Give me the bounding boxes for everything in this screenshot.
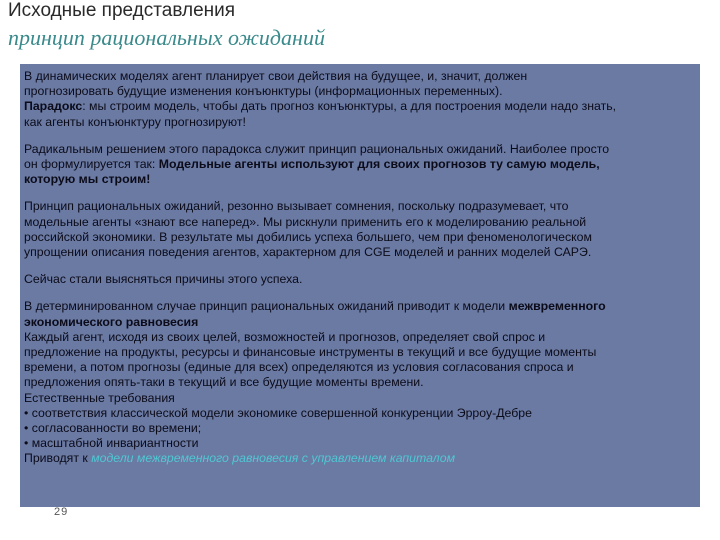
text-line xyxy=(24,315,696,330)
text-line: модельные агенты «знают все наперед». Мы рискнули применить его к моделированию реальной xyxy=(24,214,587,229)
content-panel xyxy=(20,64,700,507)
text-line xyxy=(24,299,696,314)
text-line xyxy=(24,172,696,187)
page-number: 29 xyxy=(54,506,69,518)
text-line: упрощении описания поведения агентов, характерном для CGE моделей и ранних моделей САРЭ. xyxy=(24,245,592,260)
text-plain: В детерминированном случае принцип рациональных ожиданий приводит к модели xyxy=(24,299,509,314)
slide-subtitle: принцип рациональных ожиданий xyxy=(8,25,325,50)
text-line xyxy=(24,99,696,114)
model-link[interactable]: модели межвременного равновесия с управлением капиталом xyxy=(91,451,456,466)
text-line: предложение на продукты, ресурсы и финансовые инструменты в текущий и все будущие моменты xyxy=(24,345,597,360)
equilibrium-term-end: экономического равновесия xyxy=(24,314,199,329)
text-plain: он формулируется так: xyxy=(24,157,159,172)
text-line: Каждый агент, исходя из своих целей, возможностей и прогнозов, определяет свой спрос и xyxy=(24,329,546,344)
text-line: как агенты конъюнктуру прогнозируют! xyxy=(24,114,246,129)
slide-title: Исходные представления xyxy=(8,0,236,21)
requirement-item: • соответствия классической модели экономике совершенной конкуренции Эрроу-Дебре xyxy=(24,405,532,420)
text-line: времени, а потом прогнозы (единые для всех) определяются из условия согласования спроса и xyxy=(24,360,574,375)
text-line: Принцип рациональных ожиданий, резонно вызывает сомнения, поскольку подразумевает, что xyxy=(24,199,569,214)
text-line: российской экономики. В результате мы добились успеха большего, чем при феноменологическом xyxy=(24,229,592,244)
requirement-item: • масштабной инвариантности xyxy=(24,436,199,451)
text-line: прогнозировать будущие изменения конъюнктуры (информационных переменных). xyxy=(24,84,503,99)
principle-statement-end: которую мы строим! xyxy=(24,172,151,187)
text-line xyxy=(24,451,696,466)
text-line: Радикальным решением этого парадокса служит принцип рациональных ожиданий. Наиболее просто xyxy=(24,141,610,156)
text-line: предложения опять-таки в текущий и все будущие моменты времени. xyxy=(24,375,424,390)
text-line xyxy=(24,157,696,172)
equilibrium-term: межвременного xyxy=(508,299,606,314)
principle-statement: Модельные агенты используют для своих прогнозов ту самую модель, xyxy=(158,157,600,172)
text-line: В динамических моделях агент планирует свои действия на будущее, и, значит, должен xyxy=(24,69,528,83)
requirements-header: Естественные требования xyxy=(24,390,175,405)
text-plain: Приводят к xyxy=(24,451,92,466)
text-line: Сейчас стали выясняться причины этого успеха. xyxy=(24,272,303,287)
paradox-text: : мы строим модель, чтобы дать прогноз конъюнктуры, а для построения модели надо знать, xyxy=(82,99,617,114)
paradox-label: Парадокс xyxy=(24,99,83,114)
requirement-item: • согласованности во времени; xyxy=(24,421,202,436)
